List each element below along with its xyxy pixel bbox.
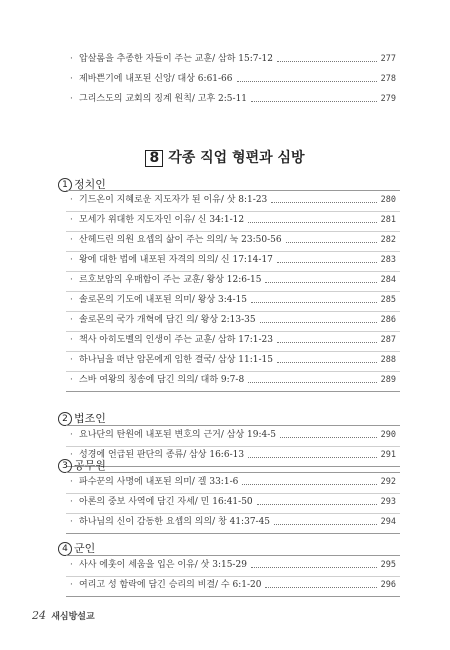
entry-title: 스바 여왕의 칭송에 담긴 의의/ 대하 9:7-8 (79, 375, 245, 385)
entry-page: 289 (380, 375, 396, 385)
chapter-number: 8 (145, 150, 163, 167)
entry-title: 제바쁜기에 내포된 신앙/ 대상 6:61-66 (79, 74, 233, 84)
toc-entry: · 그리스도의 교회의 징계 원칙/ 고후 2:5-11 279 (70, 90, 396, 108)
toc-entry: · 사사 에훗이 세움을 입은 이유/ 삿 3:15-29 295 (70, 556, 396, 574)
entry-title: 아론의 중보 사역에 담긴 자세/ 민 16:41-50 (79, 497, 253, 507)
entry-page: 295 (380, 560, 396, 570)
entry-page: 286 (380, 315, 396, 325)
section-heading (58, 410, 106, 426)
entry-title: 솔로몬의 기도에 내포된 의미/ 왕상 3:4-15 (79, 295, 248, 305)
entry-title: 르호보암의 우매함이 주는 교훈/ 왕상 12:6-15 (79, 275, 262, 285)
toc-entry: · 요나단의 탄원에 내포된 변호의 근거/ 삼상 19:4-5 290 (70, 426, 396, 444)
dot-leader (277, 61, 377, 62)
entry-page: 279 (380, 94, 396, 104)
entry-title: 하나님을 떠난 암몬에게 임한 결국/ 삼상 11:1-15 (79, 355, 274, 365)
toc-entry: · 성경에 언급된 판단의 종류/ 삼상 16:6-13 291 (70, 446, 396, 464)
entry-page: 278 (380, 74, 396, 84)
entry-page: 293 (380, 497, 396, 507)
toc-entry: · 제바쁜기에 내포된 신앙/ 대상 6:61-66 278 (70, 70, 396, 88)
section-name: 정치인 (74, 178, 106, 191)
entry-page: 282 (380, 235, 396, 245)
entry-title: 하나님의 신이 감동한 요셉의 의의/ 창 41:37-45 (79, 517, 271, 527)
toc-entry: · 솔로몬의 국가 개혁에 담긴 의/ 왕상 2:13-35 286 (70, 311, 396, 329)
book-title: 새심방설교 (51, 612, 95, 622)
entry-page: 290 (380, 430, 396, 440)
entry-page: 287 (380, 335, 396, 345)
entry-title: 솔로몬의 국가 개혁에 담긴 의/ 왕상 2:13-35 (79, 315, 256, 325)
toc-entry: · 모세가 위대한 지도자인 이유/ 신 34:1-12 281 (70, 211, 396, 229)
entry-page: 296 (380, 580, 396, 590)
entry-title: 압살롬을 추종한 자들이 주는 교훈/ 삼하 15:7-12 (79, 54, 274, 64)
entry-page: 284 (380, 275, 396, 285)
entry-page: 291 (380, 450, 396, 460)
toc-entry: · 아론의 중보 사역에 담긴 자세/ 민 16:41-50 293 (70, 493, 396, 511)
entry-title: 파수꾼의 사명에 내포된 의미/ 겔 33:1-6 (79, 477, 239, 487)
toc-entry: · 파수꾼의 사명에 내포된 의미/ 겔 33:1-6 292 (70, 473, 396, 491)
entry-title: 기드온이 지혜로운 지도자가 된 이유/ 삿 8:1-23 (79, 195, 268, 205)
toc-entry: · 기드온이 지혜로운 지도자가 된 이유/ 삿 8:1-23 280 (70, 191, 396, 209)
entry-page: 281 (380, 215, 396, 225)
section-name: 공무원 (74, 459, 106, 472)
entry-title: 여리고 성 함락에 담긴 승리의 비결/ 수 6:1-20 (79, 580, 262, 590)
page-footer (32, 609, 95, 622)
section-name: 법조인 (74, 412, 106, 425)
entry-page: 285 (380, 295, 396, 305)
entry-page: 288 (380, 355, 396, 365)
entry-title: 모세가 위대한 지도자인 이유/ 신 34:1-12 (79, 215, 245, 225)
toc-entry: · 여리고 성 함락에 담긴 승리의 비결/ 수 6:1-20 296 (70, 576, 396, 594)
section-heading (58, 540, 95, 556)
entry-page: 277 (380, 54, 396, 64)
toc-entry: · 르호보암의 우매함이 주는 교훈/ 왕상 12:6-15 284 (70, 271, 396, 289)
entry-title: 사사 에훗이 세움을 입은 이유/ 삿 3:15-29 (79, 560, 247, 570)
section-marker: 3 (58, 459, 72, 473)
section-marker: 1 (58, 178, 72, 192)
chapter-heading (0, 147, 450, 167)
toc-entry: · 솔로몬의 기도에 내포된 의미/ 왕상 3:4-15 285 (70, 291, 396, 309)
entry-title: 성경에 언급된 판단의 종류/ 삼상 16:6-13 (79, 450, 245, 460)
section-marker: 4 (58, 542, 72, 556)
chapter-title: 각종 직업 형편과 심방 (168, 150, 305, 166)
page-number: 24 (32, 609, 46, 622)
section-heading (58, 457, 106, 473)
entry-title: 왕에 대한 법에 내포된 자격의 의의/ 신 17:14-17 (79, 255, 273, 265)
toc-entry: · 스바 여왕의 칭송에 담긴 의의/ 대하 9:7-8 289 (70, 371, 396, 389)
dot-leader (251, 101, 377, 102)
entry-page: 280 (380, 195, 396, 205)
dot-leader (237, 81, 377, 82)
section-marker: 2 (58, 412, 72, 426)
toc-entry: · 하나님의 신이 감동한 요셉의 의의/ 창 41:37-45 294 (70, 513, 396, 531)
entry-title: 책사 아히도벨의 인생이 주는 교훈/ 삼하 17:1-23 (79, 335, 274, 345)
entry-title: 요나단의 탄원에 내포된 변호의 근거/ 삼상 19:4-5 (79, 430, 276, 440)
entry-title: 그리스도의 교회의 징계 원칙/ 고후 2:5-11 (79, 94, 248, 104)
toc-entry: · 왕에 대한 법에 내포된 자격의 의의/ 신 17:14-17 283 (70, 251, 396, 269)
toc-entry: · 하나님을 떠난 암몬에게 임한 결국/ 삼상 11:1-15 288 (70, 351, 396, 369)
toc-entry: · 산헤드린 의원 요셉의 삶이 주는 의의/ 눅 23:50-56 282 (70, 231, 396, 249)
toc-entry: · 책사 아히도벨의 인생이 주는 교훈/ 삼하 17:1-23 287 (70, 331, 396, 349)
entry-title: 산헤드린 의원 요셉의 삶이 주는 의의/ 눅 23:50-56 (79, 235, 282, 245)
entry-page: 283 (380, 255, 396, 265)
section-name: 군인 (74, 542, 96, 555)
toc-entry: · 압살롬을 추종한 자들이 주는 교훈/ 삼하 15:7-12 277 (70, 50, 396, 68)
entry-page: 294 (380, 517, 396, 527)
entry-page: 292 (380, 477, 396, 487)
